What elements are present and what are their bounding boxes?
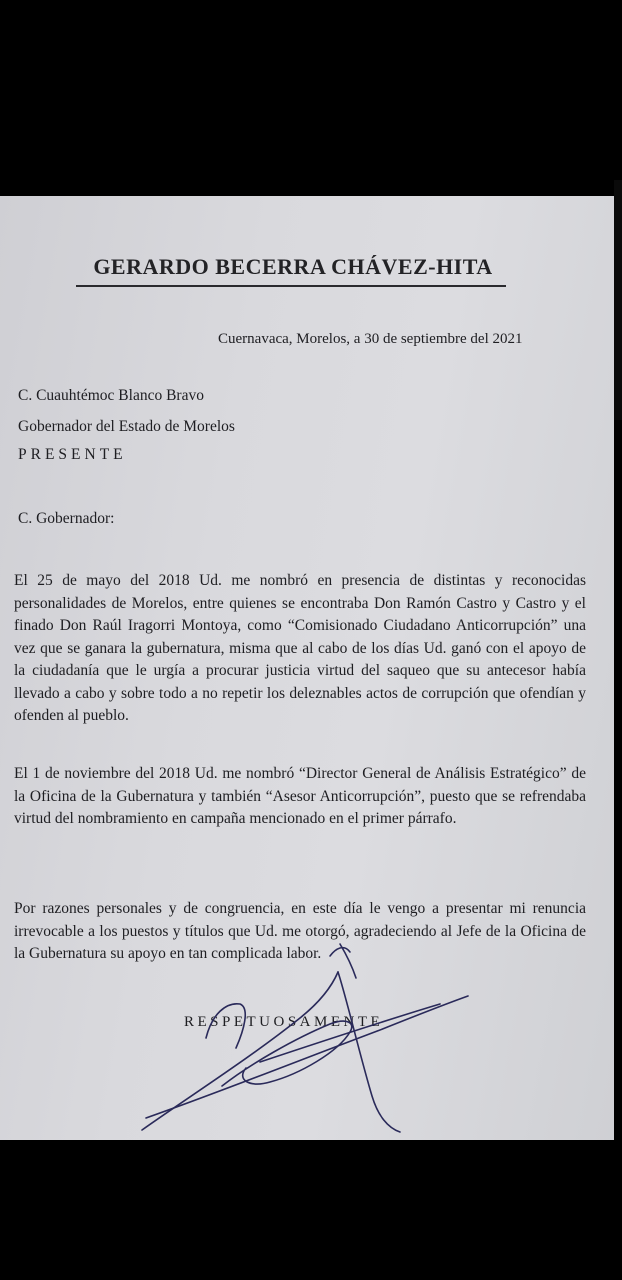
presente-label: PRESENTE [18,446,127,463]
letterhead-title: GERARDO BECERRA CHÁVEZ-HITA [93,254,493,279]
letter-page [0,196,614,1140]
top-black-bar [0,0,622,196]
paragraph-3: Por razones personales y de congruencia, en este día le vengo a presentar mi renuncia irrevocable a los puestos y títulos que Ud. me otorgó, agradeciendo al Jefe de la Oficina de la Gubernatura su apoyo en tan complicada labor. [14,900,586,962]
bottom-black-bar [0,1140,622,1280]
recipient-position: Gobernador del Estado de Morelos [18,418,235,435]
handwritten-signature [0,196,614,1140]
dateline: Cuernavaca, Morelos, a 30 de septiembre del 2021 [218,331,523,347]
edge-strip [614,180,622,420]
recipient-name: C. Cuauhtémoc Blanco Bravo [18,387,204,404]
paragraph-1: El 25 de mayo del 2018 Ud. me nombró en presencia de distintas y reconocidas personalidades de Morelos, entre quienes se encontraba Don Ramón Castro y Castro y el finado Don Raúl Iragorri Montoya, como “Comisionado Ciudadano Anticorrupción” una vez que se ganara la gubernatura, misma que al cabo de los días Ud. ganó con el apoyo de la ciudadanía que le urgía a procurar justicia virtud del saqueo que su antecesor había llevado a cabo y sobre todo a no repetir los deleznables actos de corrupción que ofendían y ofenden al pueblo. [14,572,586,724]
paragraph-2: El 1 de noviembre del 2018 Ud. me nombró “Director General de Análisis Estratégico” de la Oficina de la Gubernatura y también “Asesor Anticorrupción”, puesto que se refrendaba virtud del nombramiento en campaña mencionado en el primer párrafo. [14,765,586,827]
closing-respetuosamente: RESPETUOSAMENTE [184,1014,384,1030]
salutation: C. Gobernador: [18,510,115,527]
